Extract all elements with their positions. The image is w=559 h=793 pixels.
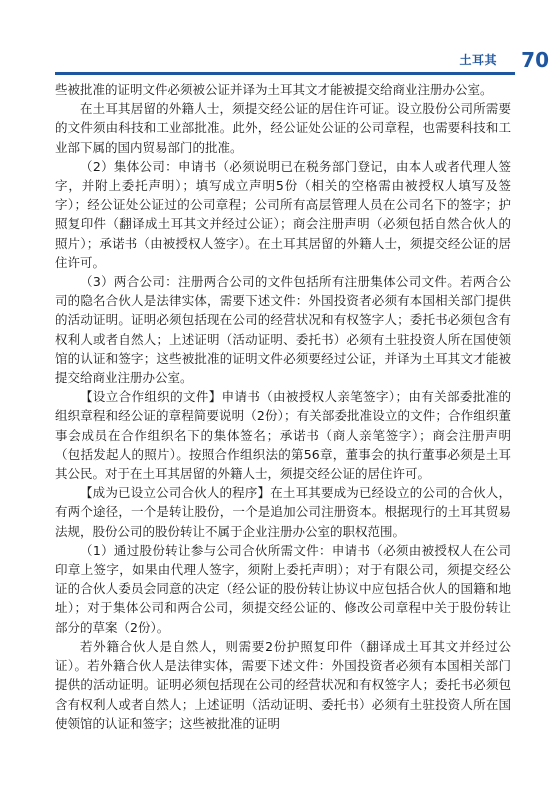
body-text <box>55 80 511 733</box>
paragraph: （1）通过股份转让参与公司合伙所需文件：申请书（必须由被授权人在公司印章上签字，如果由代理人签字，须附上委托声明）；对于有限公司，须提交经公证的合伙人委员会同意的决定（经公证的股份转让协议中应包括合伙人的国籍和地址）；对于集体公司和两合公司，须提交经公证的、修改公司章程中关于股份转让部分的草案（2份）。 <box>55 542 511 635</box>
paragraph: 【成为已设立公司合伙人的程序】在土耳其要成为已经设立的公司的合伙人，有两个途径，一个是转让股份，一个是追加公司注册资本。根据现行的土耳其贸易法规，股份公司的股份转让不属于企业注册办公室的职权范围。 <box>55 485 511 539</box>
page-number: 70 <box>521 48 549 72</box>
paragraph: 若外籍合伙人是自然人，则需要2份护照复印件（翻译成土耳其文并经过公证）。若外籍合伙人是法律实体，需要下述文件：外国投资者必须有本国相关部门提供的活动证明。证明必须包括现在公司的经营状况和有权签字人；委托书必须包含有权利人或者自然人；上述证明（活动证明、委托书）必须有土驻投资人所在国使领馆的认证和签字；这些被批准的证明 <box>55 638 511 731</box>
paragraph: （3）两合公司：注册两合公司的文件包括所有注册集体公司文件。若两合公司的隐名合伙人是法律实体，需要下述文件：外国投资者必须有本国相关部门提供的活动证明。证明必须包括现在公司的经营状况和有权签字人；委托书必须包含有权利人或者自然人；上述证明（活动证明、委托书）必须有土驻投资人所在国使领馆的认证和签字；这些被批准的证明文件必须要经过公证，并译为土耳其文才能被提交给商业注册办公室。 <box>55 274 511 386</box>
paragraph: 【设立合作组织的文件】申请书（由被授权人亲笔签字）；由有关部委批准的组织章程和经公证的章程简要说明（2份）；有关部委批准设立的文件；合作组织董事会成员在合作组织名下的集体签名；承诺书（商人亲笔签字）；商会注册声明（包括发起人的照片）。按照合作组织法的第56章，董事会的执行董事必须是土耳其公民。对于在土耳其居留的外籍人士，须提交经公证的居住许可。 <box>55 389 511 482</box>
paragraph: 在土耳其居留的外籍人士，须提交经公证的居住许可证。设立股份公司所需要的文件须由科技和工业部批准。此外，经公证处公证的公司章程，也需要科技和工业部下属的国内贸易部门的批准。 <box>55 101 511 155</box>
paragraph: 些被批准的证明文件必须被公证并译为土耳其文才能被提交给商业注册办公室。 <box>55 82 493 97</box>
page-header <box>0 50 559 82</box>
section-title: 土耳其 <box>459 53 497 67</box>
paragraph: （2）集体公司：申请书（必须说明已在税务部门登记，由本人或者代理人签字，并附上委托声明）；填写成立声明5份（相关的空格需由被授权人填写及签字）；经公证处公证过的公司章程；公司所有高层管理人员在公司名下的签字；护照复印件（翻译成土耳其文并经过公证）；商会注册声明（必须包括自然合伙人的照片）；承诺书（由被授权人签字）。在土耳其居留的外籍人士，须提交经公证的居住许可。 <box>55 158 511 270</box>
header-rule <box>55 72 515 75</box>
